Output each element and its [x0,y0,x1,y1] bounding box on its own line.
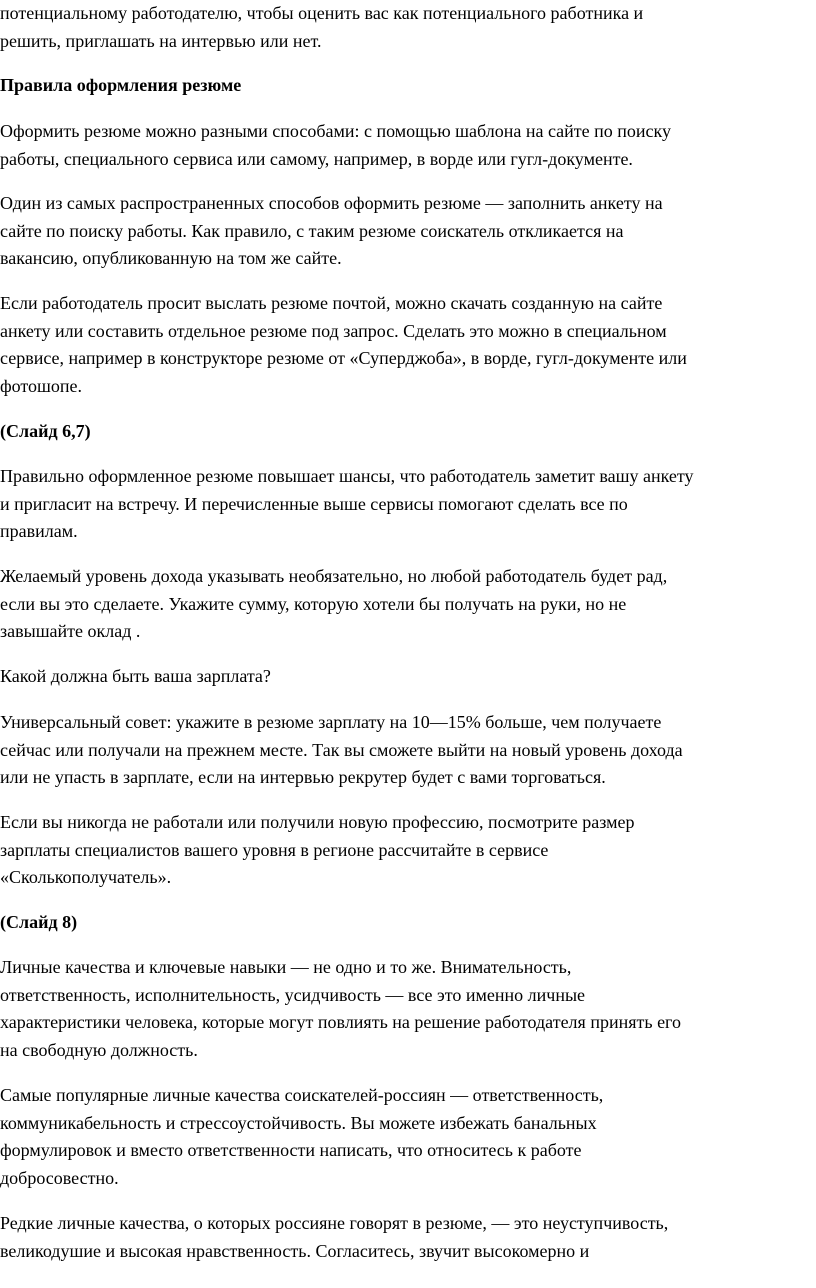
paragraph-resume-methods [0,118,816,173]
paragraph-job-site [0,190,816,273]
paragraph-new-profession [0,809,816,892]
text-line: или не упасть в зарплате, если на интервью рекрутер будет с вами торговаться. [0,767,606,787]
text-line: Личные качества и ключевые навыки — не одно и то же. Внимательность, [0,957,572,977]
paragraph-intro-continuation [0,0,816,55]
paragraph-email-resume [0,290,816,400]
text-line: Желаемый уровень дохода указывать необязательно, но любой работодатель будет рад, [0,566,668,586]
heading-text: (Слайд 8) [0,912,78,932]
text-line: сервисе, например в конструкторе резюме от «Суперджоба», в ворде, гугл-документе или [0,348,687,368]
text-line: решить, приглашать на интервью или нет. [0,30,322,51]
paragraph-rare-qualities [0,1210,816,1265]
text-line: великодушие и высокая нравственность. Согласитесь, звучит высокомерно и [0,1240,590,1261]
text-line: Оформить резюме можно разными способами: с помощью шаблона на сайте по поиску [0,121,672,141]
heading-slide-8 [0,909,816,937]
text-line: Самые популярные личные качества соискателей-россиян — ответственность, [0,1085,604,1105]
text-line: вакансию, опубликованную на том же сайте. [0,248,342,268]
text-line: и пригласит на встречу. И перечисленные выше сервисы помогают сделать все по [0,493,628,514]
text-line: завышайте оклад . [0,621,141,641]
text-line: на свободную должность. [0,1039,198,1060]
text-line: сейчас или получали на прежнем месте. Так вы сможете выйти на новый уровень дохода [0,739,683,760]
text-line: сайте по поиску работы. Как правило, с таким резюме соискатель откликается на [0,220,624,241]
heading-slide-6-7 [0,418,816,446]
text-line: работы, специального сервиса или самому, например, в ворде или гугл-документе. [0,148,633,169]
heading-resume-rules [0,72,816,100]
text-line: зарплаты специалистов вашего уровня в регионе рассчитайте в сервисе [0,839,549,860]
paragraph-desired-income [0,563,816,646]
text-line: Редкие личные качества, о которых россияне говорят в резюме, — это неуступчивость, [0,1213,669,1233]
text-line: добросовестно. [0,1167,119,1188]
text-line: формулировок и вместо ответственности написать, что относитесь к работе [0,1140,582,1160]
paragraph-correct-resume [0,463,816,546]
text-line: характеристики человека, которые могут повлиять на решение работодателя принять его [0,1012,681,1032]
text-line: Если вы никогда не работали или получили новую профессию, посмотрите размер [0,812,635,832]
text-line: анкету или составить отдельное резюме под запрос. Сделать это можно в специальном [0,320,667,341]
paragraph-salary-question [0,663,816,691]
text-line: Какой должна быть ваша зарплата? [0,666,271,686]
text-line: Правильно оформленное резюме повышает шансы, что работодатель заметит вашу анкету [0,466,694,486]
heading-text: Правила оформления резюме [0,75,242,95]
paragraph-popular-qualities [0,1082,816,1192]
text-line: Один из самых распространенных способов оформить резюме — заполнить анкету на [0,193,663,213]
text-line: потенциальному работодателю, чтобы оценить вас как потенциального работника и [0,3,644,23]
paragraph-universal-advice [0,709,816,792]
text-line: фотошопе. [0,375,83,396]
text-line: коммуникабельность и стрессоустойчивость. Вы можете избежать банальных [0,1112,597,1133]
paragraph-personal-qualities [0,954,816,1064]
text-line: «Сколькополучатель». [0,867,172,887]
text-line: правилам. [0,521,78,541]
text-line: Если работодатель просит выслать резюме почтой, можно скачать созданную на сайте [0,293,663,313]
text-line: ответственность, исполнительность, усидчивость — все это именно личные [0,984,586,1005]
text-line: Универсальный совет: укажите в резюме зарплату на 10—15% больше, чем получаете [0,712,662,732]
heading-text: (Слайд 6,7) [0,421,91,441]
text-line: если вы это сделаете. Укажите сумму, которую хотели бы получать на руки, но не [0,593,627,614]
